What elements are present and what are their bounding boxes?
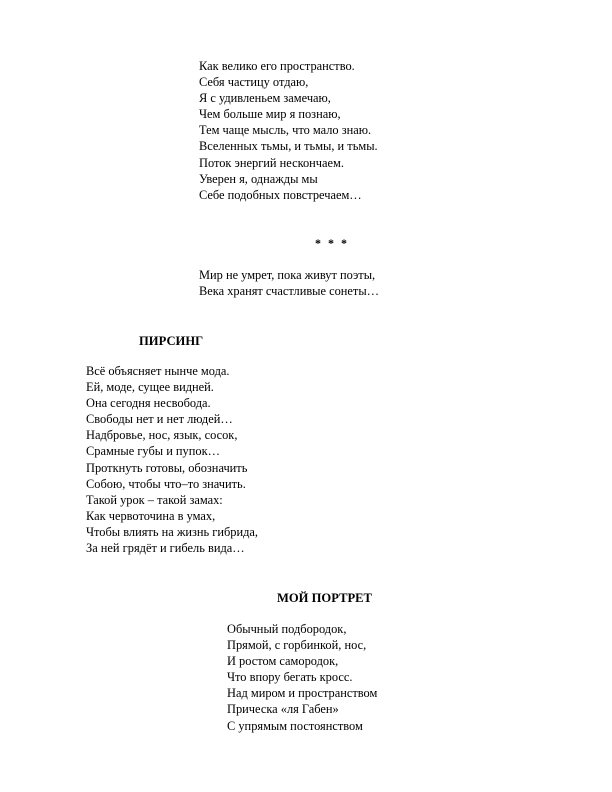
- poem-line: За ней грядёт и гибель вида…: [86, 541, 245, 556]
- poem-line: Как велико его пространство.: [199, 59, 355, 73]
- poem-line: Я с удивленьем замечаю,: [199, 91, 331, 106]
- poem-line: Такой урок – такой замах:: [86, 492, 223, 507]
- poem-title-portrait: МОЙ ПОРТРЕТ: [277, 591, 372, 605]
- poem-line: Века хранят счастливые сонеты…: [199, 284, 380, 299]
- poem-untitled: [199, 267, 379, 299]
- poem-line: Себя частицу отдаю,: [199, 75, 309, 90]
- poem-continuation: [199, 58, 378, 203]
- poem-line: Уверен я, однажды мы: [199, 171, 318, 186]
- poem-line: Обычный подбородок,: [227, 622, 347, 636]
- poem-line: Чем больше мир я познаю,: [199, 107, 341, 122]
- poem-line: Себе подобных повстречаем…: [199, 187, 362, 202]
- poem-piercing: [86, 363, 258, 556]
- section-separator: * * *: [315, 236, 349, 250]
- poem-line: Поток энергий нескончаем.: [199, 155, 344, 170]
- poem-line: Вселенных тьмы, и тьмы, и тьмы.: [199, 139, 378, 154]
- poem-title-piercing: ПИРСИНГ: [139, 334, 204, 348]
- poem-line: Свободы нет и нет людей…: [86, 412, 233, 427]
- poem-line: Всё объясняет нынче мода.: [86, 364, 230, 378]
- poem-line: Что впору бегать кросс.: [227, 670, 353, 685]
- poem-line: Тем чаще мысль, что мало знаю.: [199, 123, 372, 138]
- poem-portrait: [227, 621, 377, 734]
- poem-line: Над миром и пространством: [227, 686, 378, 701]
- poem-line: С упрямым постоянством: [227, 718, 363, 733]
- poem-line: Срамные губы и пупок…: [86, 444, 220, 459]
- poem-line: Она сегодня несвобода.: [86, 396, 211, 411]
- poem-line: Ей, моде, сущее видней.: [86, 380, 214, 395]
- poem-line: Прямой, с горбинкой, нос,: [227, 638, 367, 653]
- poem-line: Проткнуть готовы, обозначить: [86, 460, 248, 475]
- poem-line: Надбровье, нос, язык, сосок,: [86, 428, 238, 443]
- poem-line: Собою, чтобы что–то значить.: [86, 476, 246, 491]
- poem-line: Чтобы влиять на жизнь гибрида,: [86, 524, 259, 539]
- poem-line: Как червоточина в умах,: [86, 508, 216, 523]
- poem-line: Мир не умрет, пока живут поэты,: [199, 268, 376, 282]
- poem-line: Прическа «ля Габен»: [227, 702, 339, 717]
- poem-line: И ростом самородок,: [227, 654, 339, 669]
